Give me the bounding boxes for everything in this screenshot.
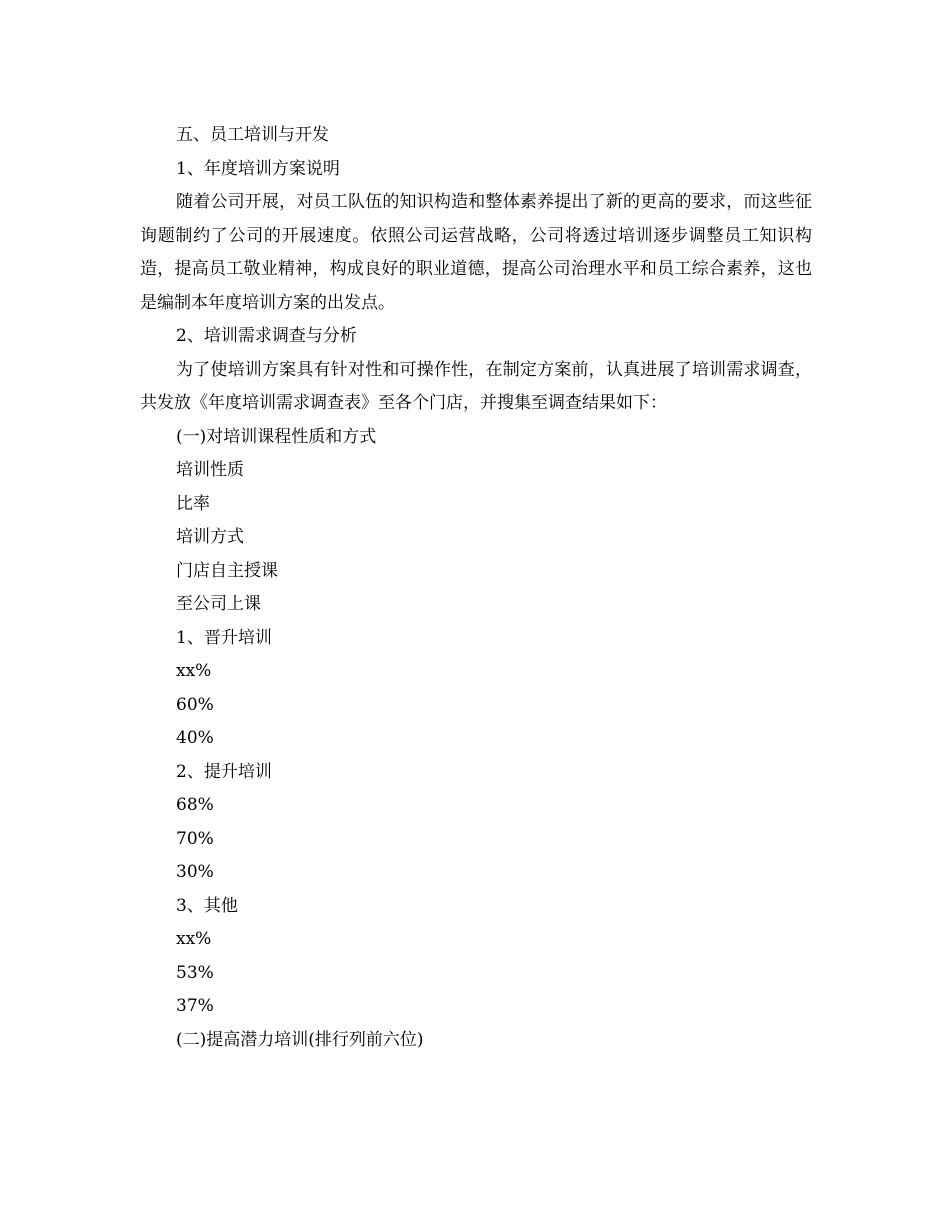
table-line: 40% bbox=[176, 728, 214, 748]
table-line: 37% bbox=[176, 996, 214, 1016]
part-heading-course-nature: (一)对培训课程性质和方式 bbox=[176, 426, 377, 447]
table-line: xx% bbox=[176, 661, 212, 681]
table-line: 至公司上课 bbox=[176, 594, 261, 614]
table-line: 70% bbox=[176, 828, 214, 849]
table-line: xx% bbox=[176, 929, 212, 949]
table-line: 3、其他 bbox=[176, 895, 238, 916]
subsection-heading-needs-survey: 2、培训需求调查与分析 bbox=[176, 326, 357, 346]
table-line: 比率 bbox=[176, 493, 210, 514]
table-line: 培训方式 bbox=[176, 527, 244, 547]
paragraph-needs-survey: 为了使培训方案具有针对性和可操作性，在制定方案前，认真进展了培训需求调查，共发放《年度培训需求调查表》至各个门店，并搜集至调查结果如下： bbox=[140, 359, 812, 413]
section-heading: 五、员工培训与开发 bbox=[176, 125, 329, 145]
paragraph-training-plan: 随着公司开展，对员工队伍的知识构造和整体素养提出了新的更高的要求，而这些征询题制约了公司的开展速度。依照公司运营战略，公司将透过培训逐步调整员工知识构造，提高员工敬业精神，构成良好的职业道德，提高公司治理水平和员工综合素养，这也是编制本年度培训方案的出发点。 bbox=[140, 192, 812, 313]
part-heading-potential-training: (二)提高潜力培训(排行列前六位) bbox=[176, 1029, 424, 1050]
table-line: 53% bbox=[176, 962, 214, 983]
table-line: 2、提升培训 bbox=[176, 761, 272, 782]
table-line: 门店自主授课 bbox=[176, 560, 278, 581]
document-body bbox=[140, 119, 812, 1057]
subsection-heading-training-plan: 1、年度培训方案说明 bbox=[176, 158, 340, 179]
table-line: 30% bbox=[176, 862, 214, 882]
table-line: 培训性质 bbox=[176, 460, 244, 480]
table-line: 60% bbox=[176, 694, 214, 715]
table-line: 1、晋升培训 bbox=[176, 627, 272, 648]
table-line: 68% bbox=[176, 795, 214, 815]
